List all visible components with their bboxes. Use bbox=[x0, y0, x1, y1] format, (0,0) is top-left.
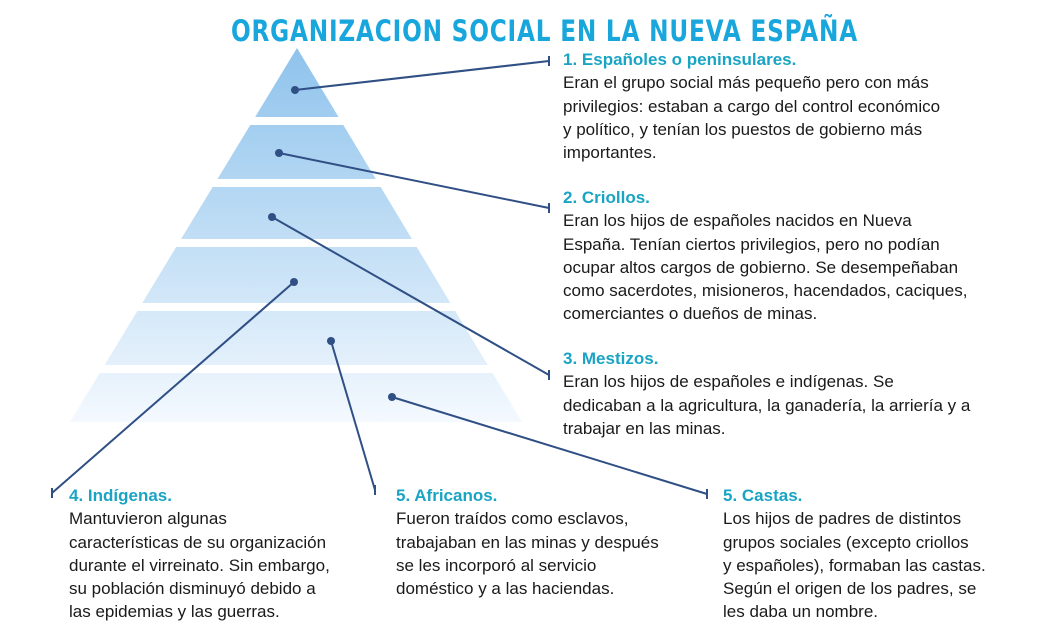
group-line: dedicaban a la agricultura, la ganadería, la arriería y a bbox=[563, 395, 971, 415]
group-line: se les incorporó al servicio bbox=[396, 555, 597, 575]
group-line: y político, y tenían los puestos de gobierno más bbox=[563, 119, 923, 139]
group-espanoles bbox=[563, 48, 1033, 164]
pyramid-divider bbox=[60, 179, 530, 187]
pyramid-divider bbox=[60, 117, 530, 125]
group-line: Los hijos de padres de distintos bbox=[723, 509, 962, 529]
group-line: doméstico y a las haciendas. bbox=[396, 579, 615, 599]
group-heading: 2. Criollos. bbox=[563, 188, 650, 207]
group-line: características de su organización bbox=[69, 532, 327, 552]
group-line: como sacerdotes, misioneros, hacendados, caciques, bbox=[563, 281, 968, 301]
group-indigenas bbox=[69, 484, 369, 624]
group-line: comerciantes o dueños de minas. bbox=[563, 304, 818, 324]
page-title: ORGANIZACION SOCIAL EN LA NUEVA ESPAÑA bbox=[231, 14, 859, 48]
group-heading: 4. Indígenas. bbox=[69, 486, 172, 505]
group-line: su población disminuyó debido a bbox=[69, 579, 316, 599]
group-heading: 1. Españoles o peninsulares. bbox=[563, 50, 797, 69]
group-criollos bbox=[563, 186, 1033, 326]
pyramid bbox=[60, 48, 530, 422]
group-line: importantes. bbox=[563, 143, 657, 163]
connector-espanoles bbox=[291, 56, 549, 94]
group-castas bbox=[723, 484, 1033, 624]
pyramid-divider bbox=[60, 239, 530, 247]
group-africanos bbox=[396, 484, 706, 600]
group-heading: 5. Africanos. bbox=[396, 486, 498, 505]
pyramid-divider bbox=[60, 365, 530, 373]
group-line: las epidemias y las guerras. bbox=[69, 602, 280, 622]
pyramid-divider bbox=[60, 303, 530, 311]
group-line: y españoles), formaban las castas. bbox=[723, 555, 986, 575]
group-mestizos bbox=[563, 347, 1033, 440]
group-line: les daba un nombre. bbox=[723, 602, 878, 622]
group-line: Eran el grupo social más pequeño pero con más bbox=[563, 73, 929, 93]
group-line: privilegios: estaban a cargo del control económico bbox=[563, 96, 941, 116]
group-heading: 3. Mestizos. bbox=[563, 349, 659, 368]
group-line: grupos sociales (excepto criollos bbox=[723, 532, 969, 552]
group-line: Mantuvieron algunas bbox=[69, 509, 227, 529]
group-line: durante el virreinato. Sin embargo, bbox=[69, 555, 330, 575]
group-line: España. Tenían ciertos privilegios, pero no podían bbox=[563, 234, 940, 254]
group-line: trabajar en las minas. bbox=[563, 418, 726, 438]
group-line: Fueron traídos como esclavos, bbox=[396, 509, 629, 529]
group-heading: 5. Castas. bbox=[723, 486, 803, 505]
group-line: ocupar altos cargos de gobierno. Se desempeñaban bbox=[563, 257, 959, 277]
group-line: trabajaban en las minas y después bbox=[396, 532, 659, 552]
group-line: Eran los hijos de españoles e indígenas. Se bbox=[563, 372, 894, 392]
group-line: Eran los hijos de españoles nacidos en Nueva bbox=[563, 211, 912, 231]
group-line: Según el origen de los padres, se bbox=[723, 579, 977, 599]
